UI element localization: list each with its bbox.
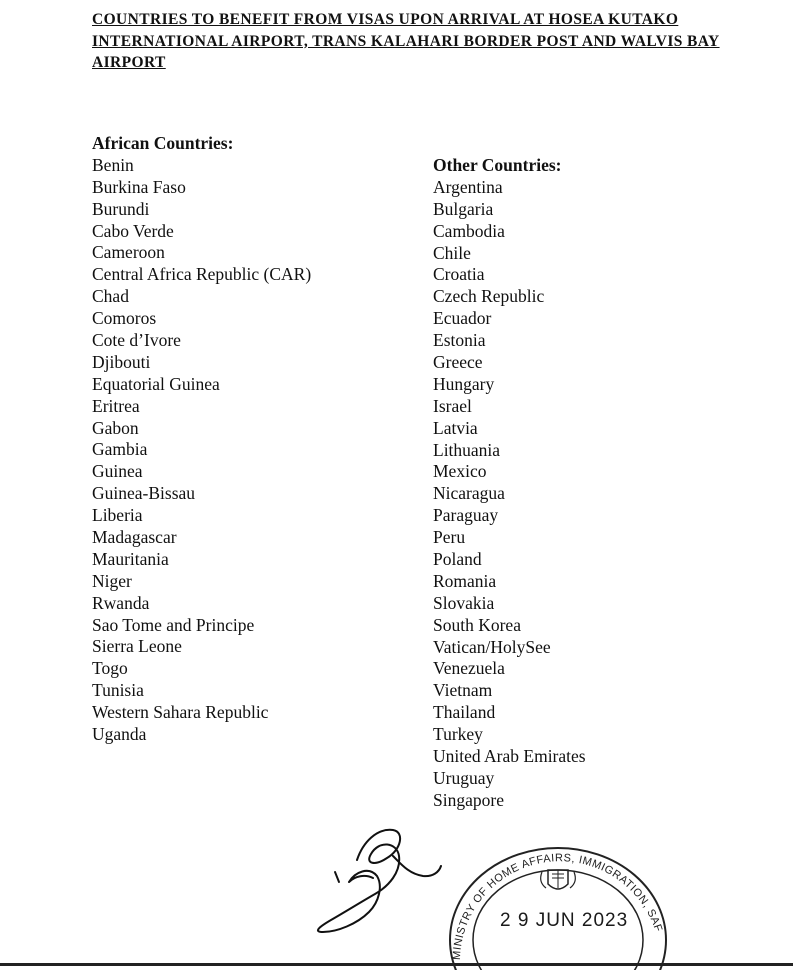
african-countries-list — [92, 155, 311, 746]
country-item: Israel — [433, 395, 472, 416]
country-item: Peru — [433, 527, 466, 548]
signature — [305, 820, 455, 935]
country-item: Venezuela — [433, 658, 505, 679]
country-item: Chile — [433, 242, 471, 263]
svg-text:MINISTRY OF HOME AFFAIRS, IMMI — [436, 821, 664, 960]
country-item: Equatorial Guinea — [92, 373, 220, 394]
country-item: Poland — [433, 549, 482, 570]
country-item: Gambia — [92, 439, 148, 460]
country-item: Mauritania — [92, 548, 169, 569]
country-item: Rwanda — [92, 592, 150, 613]
document-title: COUNTRIES TO BENEFIT FROM VISAS UPON ARRIVAL AT HOSEA KUTAKO INTERNATIONAL AIRPORT, TRANS KALAHARI BORDER POST AND WALVIS BAY AIRPORT — [92, 11, 720, 71]
country-item: Togo — [92, 658, 128, 679]
country-item: Argentina — [433, 176, 503, 197]
coat-of-arms-icon — [541, 870, 576, 889]
other-countries-list — [433, 177, 586, 812]
country-item: Vietnam — [433, 680, 493, 701]
country-item: Guinea — [92, 461, 143, 482]
country-item: Western Sahara Republic — [92, 702, 269, 723]
country-item: Central Africa Republic (CAR) — [92, 264, 312, 285]
country-item: Bulgaria — [433, 198, 494, 219]
country-item: Uganda — [92, 724, 147, 745]
country-item: Paraguay — [433, 505, 499, 526]
country-item: Latvia — [433, 417, 478, 438]
country-item: Benin — [92, 154, 134, 175]
country-item: Cabo Verde — [92, 220, 174, 241]
country-item: Cameroon — [92, 242, 165, 263]
country-item: Sierra Leone — [92, 636, 182, 657]
country-item: Estonia — [433, 330, 486, 351]
country-item: Lithuania — [433, 439, 501, 460]
country-item: South Korea — [433, 614, 521, 635]
country-item: Hungary — [433, 373, 495, 394]
country-item: Chad — [92, 286, 129, 307]
country-item: Singapore — [433, 789, 504, 810]
country-item: Romania — [433, 570, 497, 591]
country-item: Djibouti — [92, 351, 151, 372]
country-item: Vatican/HolySee — [433, 636, 551, 657]
ministry-stamp — [436, 821, 675, 970]
country-item: Comoros — [92, 308, 157, 329]
country-item: Burkina Faso — [92, 176, 186, 197]
country-item: Eritrea — [92, 395, 140, 416]
other-countries-column — [433, 155, 586, 812]
country-item: Burundi — [92, 198, 150, 219]
country-item: Uruguay — [433, 767, 495, 788]
stamp-date: 2 9 JUN 2023 — [500, 910, 629, 931]
country-item: Tunisia — [92, 680, 144, 701]
other-countries-heading: Other Countries: — [433, 155, 562, 175]
country-item: Slovakia — [433, 592, 495, 613]
country-item: Greece — [433, 352, 483, 373]
country-item: Czech Republic — [433, 286, 545, 307]
country-item: Ecuador — [433, 308, 492, 329]
country-item: Sao Tome and Principe — [92, 614, 255, 635]
country-item: Liberia — [92, 505, 143, 526]
country-item: United Arab Emirates — [433, 746, 586, 767]
african-countries-heading: African Countries: — [92, 133, 234, 153]
country-item: Madagascar — [92, 527, 177, 548]
country-item: Turkey — [433, 724, 483, 745]
country-item: Gabon — [92, 417, 139, 438]
country-item: Thailand — [433, 702, 496, 723]
country-item: Croatia — [433, 264, 485, 285]
african-countries-column — [92, 133, 311, 746]
country-item: Nicaragua — [433, 483, 505, 504]
country-item: Cambodia — [433, 220, 505, 241]
country-item: Niger — [92, 570, 132, 591]
stamp-text: MINISTRY OF HOME AFFAIRS, IMMIGRATION, SAFETY — [436, 821, 665, 961]
country-item: Mexico — [433, 461, 487, 482]
country-item: Guinea-Bissau — [92, 483, 196, 504]
country-item: Cote d’Ivore — [92, 330, 181, 351]
